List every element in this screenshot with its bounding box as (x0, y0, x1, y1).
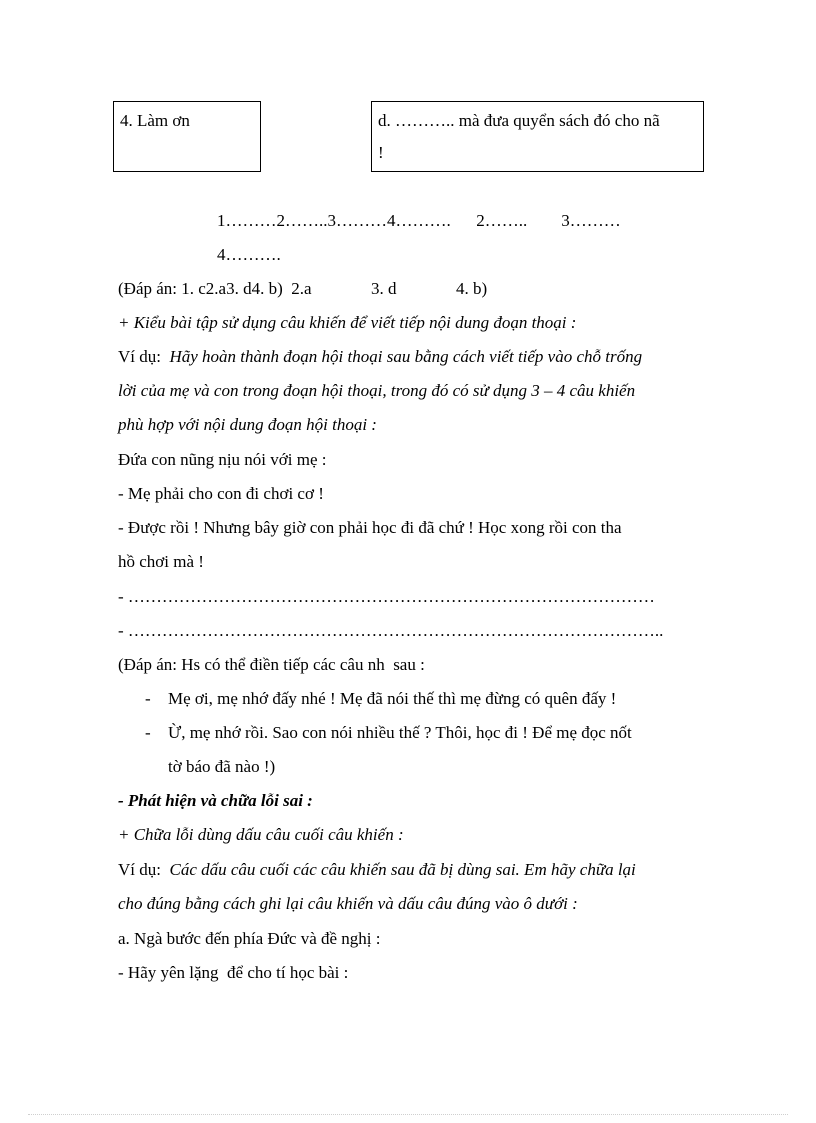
example2-line2: cho đúng bằng cách ghi lại câu khiến và dấu câu đúng vào ô dưới : (118, 894, 578, 913)
answer-item-text: Mẹ ơi, mẹ nhớ đấy nhé ! Mẹ đã nói thế thì mẹ đừng có quên đấy ! (168, 689, 617, 708)
table-cell-left-text: 4. Làm ơn (120, 111, 190, 130)
example1-line2: lời của mẹ và con trong đoạn hội thoại, trong đó có sử dụng 3 – 4 câu khiến (118, 381, 636, 400)
answer-blank-line1: 1………2……..3………4………. 2…….. 3……… (217, 211, 621, 230)
heading-write-dialogue: + Kiểu bài tập sử dụng câu khiến để viết tiếp nội dung đoạn thoại : (118, 313, 577, 332)
section-heading-fix-errors: - Phát hiện và chữa lỗi sai : (118, 791, 313, 810)
example1-line1 (118, 345, 642, 369)
example2-text1: Các dấu câu cuối các câu khiến sau đã bị dùng sai. Em hãy chữa lại (169, 860, 636, 879)
item-a-sentence: - Hãy yên lặng để cho tí học bài : (118, 963, 349, 982)
answer-item-continuation: tờ báo đã nào !) (168, 757, 276, 776)
example2-line1 (118, 858, 636, 882)
table-cell-left (113, 101, 261, 172)
dialogue-line2a: - Được rồi ! Nhưng bây giờ con phải học đi đã chứ ! Học xong rồi con tha (118, 518, 622, 537)
dialogue-blank1: - ………………………………………………………………………………… (118, 587, 655, 606)
answer-item-text: Ừ, mẹ nhớ rồi. Sao con nói nhiều thế ? Thôi, học đi ! Để mẹ đọc nốt (168, 723, 632, 742)
table-cell-right-line2: ! (378, 143, 384, 162)
example1-text1: Hãy hoàn thành đoạn hội thoại sau bằng cách viết tiếp vào chỗ trống (169, 347, 643, 366)
example1-label: Ví dụ: (118, 347, 161, 366)
dialogue-line1: - Mẹ phải cho con đi chơi cơ ! (118, 484, 324, 503)
example2-label: Ví dụ: (118, 860, 161, 879)
table-cell-right-line1: d. ……….. mà đưa quyển sách đó cho nã (378, 111, 660, 130)
answer-item-bullet: - (145, 689, 151, 708)
dialogue-line2b: hồ chơi mà ! (118, 552, 204, 571)
answer-key-1: (Đáp án: 1. c2.a3. d4. b) 2.a 3. d 4. b) (118, 279, 488, 298)
answer-blank-line2: 4………. (217, 245, 281, 264)
answer-item-bullet: - (145, 723, 151, 742)
dialogue-intro: Đứa con nũng nịu nói với mẹ : (118, 450, 327, 469)
dialogue-blank2: - ………………………………………………………………………………….. (118, 621, 664, 640)
heading-fix-punctuation: + Chữa lỗi dùng dấu câu cuối câu khiến : (118, 825, 404, 844)
answer-key-2: (Đáp án: Hs có thể điền tiếp các câu nh sau : (118, 655, 425, 674)
item-a: a. Ngà bước đến phía Đức và đề nghị : (118, 929, 381, 948)
table-cell-right (371, 101, 704, 172)
example1-line3: phù hợp với nội dung đoạn hội thoại : (118, 415, 377, 434)
page-bottom-divider (28, 1114, 788, 1115)
